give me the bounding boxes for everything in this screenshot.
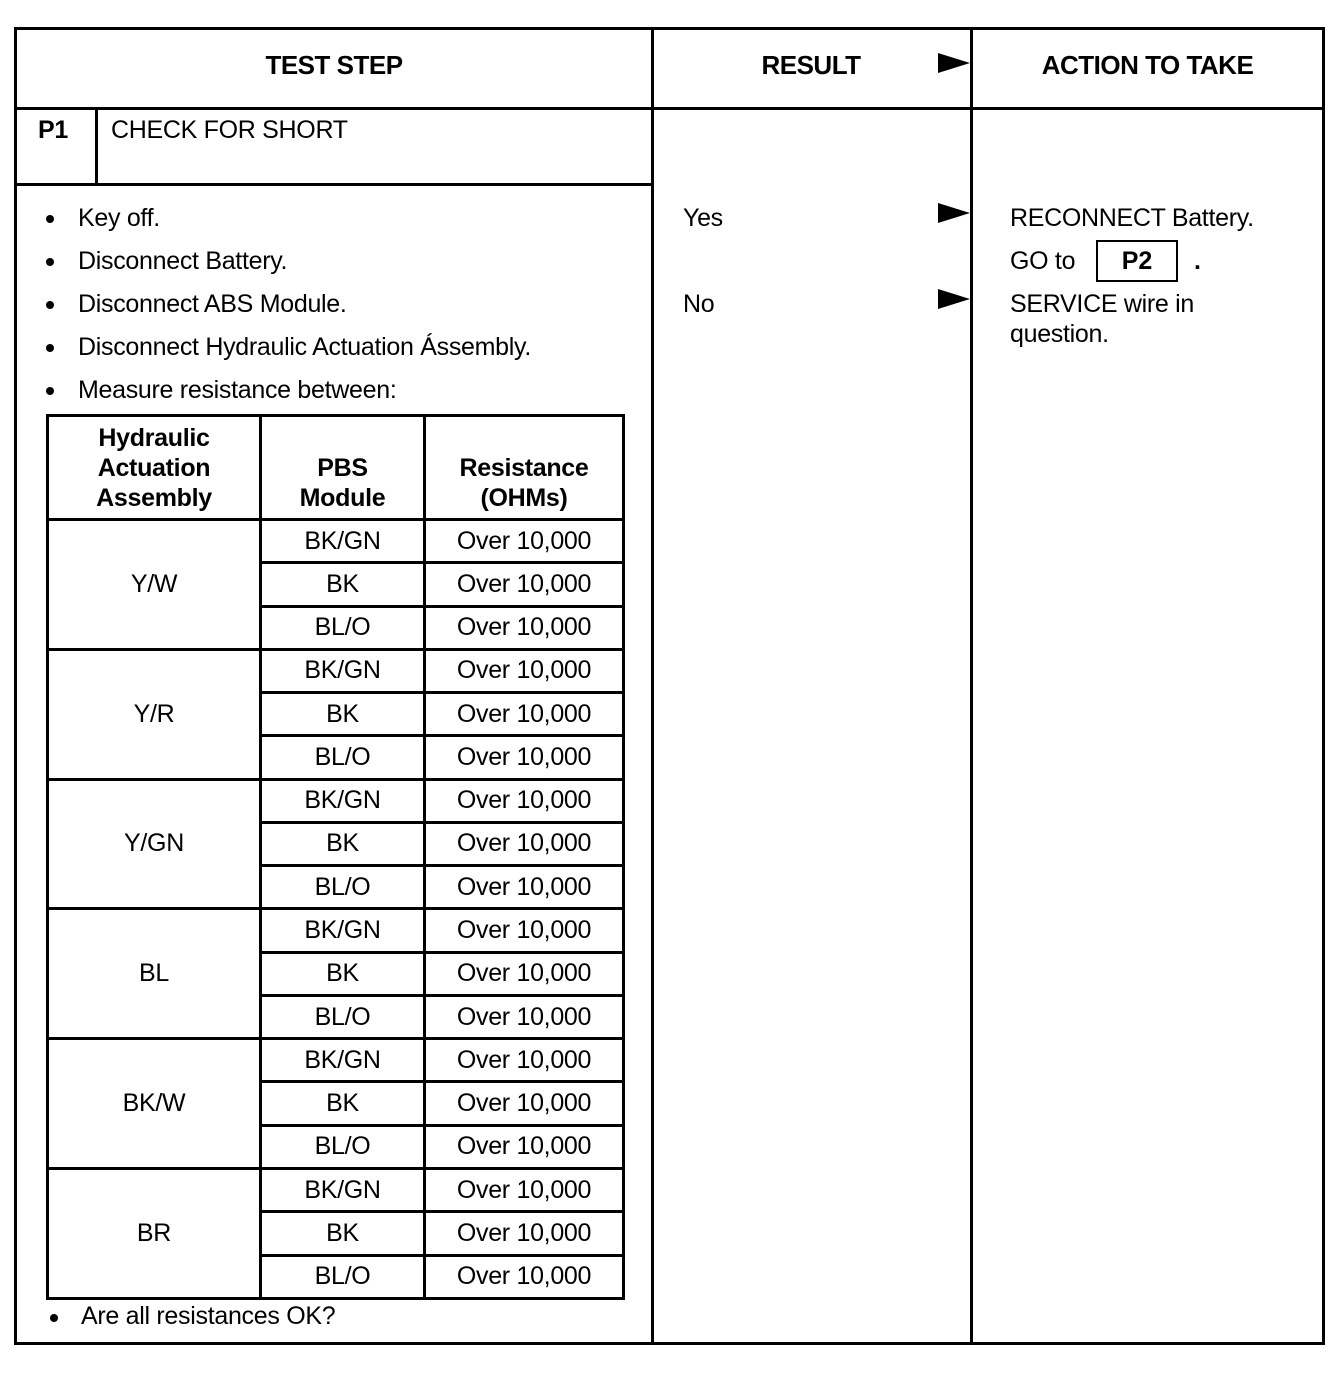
arrow-right-icon (938, 289, 970, 309)
pbs-cell: BK/GN (261, 779, 425, 822)
pbs-cell: BK (261, 1082, 425, 1125)
arrow-right-icon (938, 203, 970, 223)
step-id: P1 (38, 116, 68, 144)
resistance-cell: Over 10,000 (425, 606, 624, 649)
pbs-cell: BK (261, 1212, 425, 1255)
resistance-cell: Over 10,000 (425, 649, 624, 692)
table-row (48, 779, 624, 822)
header-hydraulic-line: Hydraulic (98, 423, 210, 452)
pbs-cell: BL/O (261, 1255, 425, 1298)
bullet-icon (46, 215, 54, 223)
pbs-cell: BK/GN (261, 649, 425, 692)
wire-color-cell: BR (48, 1168, 261, 1298)
bullet-icon (50, 1314, 58, 1322)
table-row (48, 649, 624, 692)
resistance-cell: Over 10,000 (425, 693, 624, 736)
step-title: CHECK FOR SHORT (111, 116, 348, 144)
resistance-cell: Over 10,000 (425, 779, 624, 822)
bullet-icon (46, 301, 54, 309)
resistance-cell: Over 10,000 (425, 1168, 624, 1211)
header-resistance-line: Resistance (459, 453, 589, 482)
resistance-table (46, 414, 625, 1300)
step-id-divider (95, 107, 98, 186)
instruction-item: Disconnect Hydraulic Actuation Ássembly. (78, 333, 532, 361)
header-hydraulic-line: Actuation (97, 453, 211, 482)
resistance-cell: Over 10,000 (425, 952, 624, 995)
pbs-cell: BK/GN (261, 1039, 425, 1082)
column-divider-result (651, 27, 654, 1345)
result-yes: Yes (683, 204, 723, 232)
result-no: No (683, 290, 715, 318)
resistance-cell: Over 10,000 (425, 822, 624, 865)
header-pbs-line: Module (299, 483, 386, 512)
resistance-cell: Over 10,000 (425, 1082, 624, 1125)
resistance-cell: Over 10,000 (425, 909, 624, 952)
frame-top (14, 27, 1325, 30)
bullet-icon (46, 387, 54, 395)
resistance-cell: Over 10,000 (425, 563, 624, 606)
header-arrow-icon (938, 53, 970, 73)
resistance-cell: Over 10,000 (425, 1212, 624, 1255)
pbs-cell: BL/O (261, 1125, 425, 1168)
header-test-step: TEST STEP (265, 50, 403, 80)
instruction-item: Disconnect ABS Module. (78, 290, 347, 318)
action-yes-line1: RECONNECT Battery. (1010, 204, 1254, 232)
pbs-cell: BL/O (261, 995, 425, 1038)
pbs-cell: BL/O (261, 606, 425, 649)
question-text: Are all resistances OK? (81, 1302, 336, 1330)
column-divider-action (970, 27, 973, 1345)
header-hydraulic (48, 416, 261, 520)
action-goto-prefix: GO to (1010, 247, 1076, 275)
step-title-underline (14, 183, 654, 186)
pbs-cell: BL/O (261, 736, 425, 779)
pbs-cell: BL/O (261, 866, 425, 909)
bullet-icon (46, 344, 54, 352)
goto-step-link[interactable]: P2 (1096, 240, 1178, 282)
resistance-cell: Over 10,000 (425, 736, 624, 779)
resistance-cell: Over 10,000 (425, 995, 624, 1038)
table-header-row (48, 416, 624, 520)
pbs-cell: BK (261, 563, 425, 606)
wire-color-cell: Y/GN (48, 779, 261, 909)
pbs-cell: BK (261, 693, 425, 736)
resistance-cell: Over 10,000 (425, 866, 624, 909)
table-row (48, 1168, 624, 1211)
table-row (48, 909, 624, 952)
header-action: ACTION TO TAKE (1041, 50, 1254, 80)
resistance-cell: Over 10,000 (425, 1125, 624, 1168)
action-goto-suffix: . (1194, 247, 1201, 275)
pbs-cell: BK/GN (261, 520, 425, 563)
header-resistance-line: (OHMs) (480, 483, 568, 512)
bullet-icon (46, 258, 54, 266)
instruction-item: Measure resistance between: (78, 376, 397, 404)
header-pbs (261, 416, 425, 520)
header-resistance (425, 416, 624, 520)
frame-bottom (14, 1342, 1325, 1345)
frame-left (14, 27, 17, 1345)
frame-right (1322, 27, 1325, 1345)
action-no-line1: SERVICE wire in (1010, 290, 1194, 318)
instruction-item: Disconnect Battery. (78, 247, 288, 275)
resistance-cell: Over 10,000 (425, 1039, 624, 1082)
table-row (48, 520, 624, 563)
header-underline (14, 107, 1325, 110)
wire-color-cell: BL (48, 909, 261, 1039)
header-result: RESULT (761, 50, 861, 80)
action-no-line2: question. (1010, 320, 1109, 348)
header-pbs-line: PBS (317, 453, 368, 482)
header-hydraulic-line: Assembly (96, 483, 212, 512)
pbs-cell: BK (261, 822, 425, 865)
pbs-cell: BK/GN (261, 1168, 425, 1211)
pbs-cell: BK (261, 952, 425, 995)
wire-color-cell: Y/W (48, 520, 261, 650)
wire-color-cell: Y/R (48, 649, 261, 779)
resistance-cell: Over 10,000 (425, 1255, 624, 1298)
table-row (48, 1039, 624, 1082)
wire-color-cell: BK/W (48, 1039, 261, 1169)
resistance-cell: Over 10,000 (425, 520, 624, 563)
instruction-item: Key off. (78, 204, 160, 232)
pbs-cell: BK/GN (261, 909, 425, 952)
